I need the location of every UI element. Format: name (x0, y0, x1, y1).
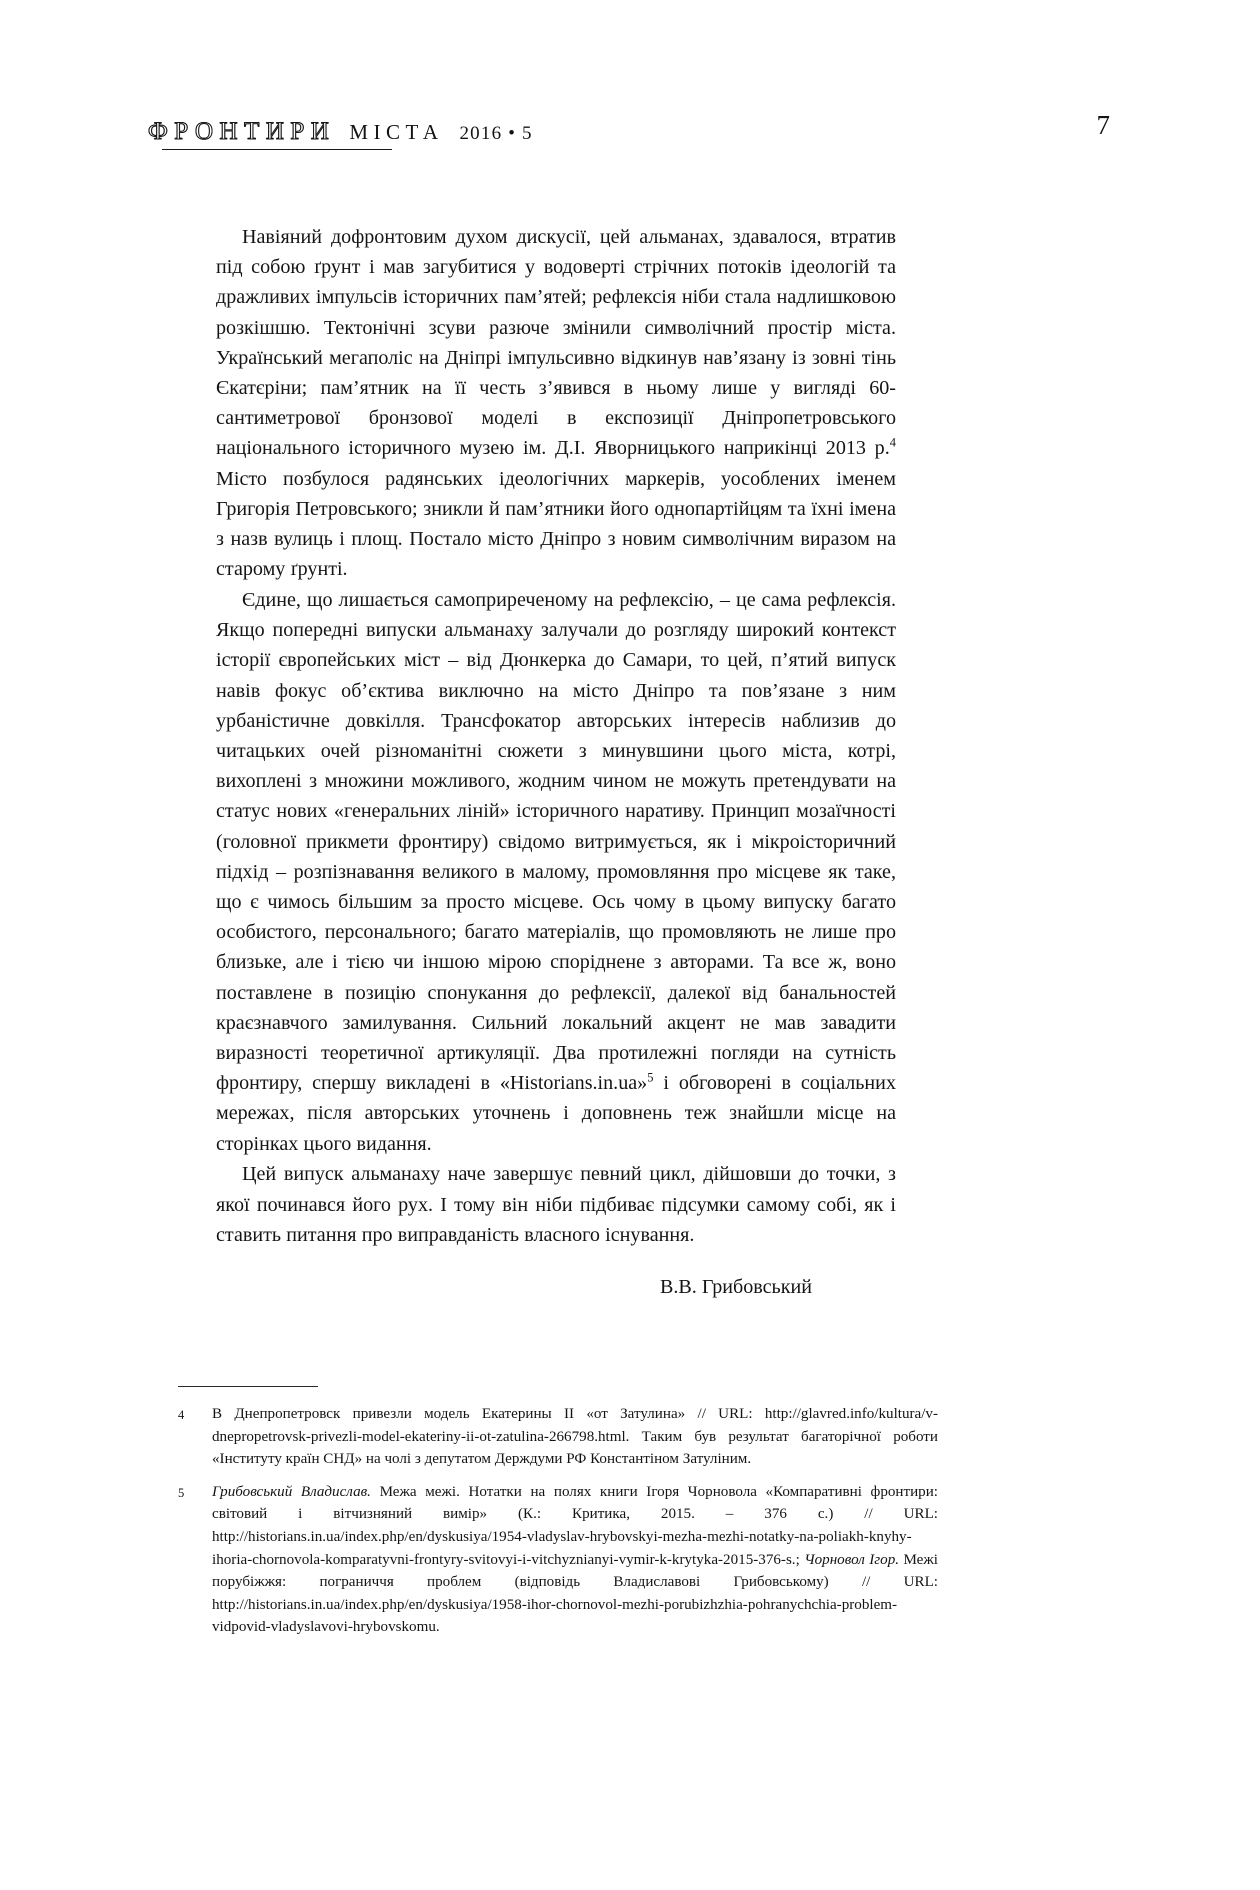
paragraph-2-text-a: Єдине, що лишається самоприреченому на рефлексію, – це сама рефлексія. Якщо попередні випуски альманаху залучали до розгляду широкий контекст історії європейських міст – від Дюнкерка до Самари, то цей, п’ятий випуск навів фокус об’єктива виключно на місто Дніпро та пов’язане з ним урбаністичне довкілля. Трансфокатор авторських інтересів наблизив до читацьких очей різноманітні сюжети з минувшини цього міста, котрі, вихоплені з множини можливого, жодним чином не можуть претендувати на статус нових «генеральних ліній» історичного наративу. Принцип мозаїчності (головної прикмети фронтиру) свідомо витримується, як і мікроісторичний підхід – розпізнавання великого в малому, промовляння про місцеве як таке, що є чимось більшим за просто місцеве. Ось чому в цьому випуску багато особистого, персонального; багато матеріалів, що промовляють не лише про близьке, але і тією чи іншою мірою споріднене з авторами. Та все ж, воно поставлене в позицію спонукання до рефлексії, далекої від банальностей краєзнавчого замилування. Сильний локальний акцент не мав завадити виразності теоретичної артикуляції. Два протилежні погляди на сутність фронтиру, спершу викладені в «Historians.in.ua» (216, 588, 896, 1095)
footnote-separator-rule (178, 1386, 318, 1387)
body-column (216, 222, 896, 1302)
footnotes-section (178, 1386, 938, 1649)
author-signature: В.В. Грибовський (659, 1275, 812, 1298)
footnote-5-marker: 5 (178, 1485, 185, 1500)
running-head (148, 118, 1112, 152)
footnote-reference-4[interactable]: 4 (889, 435, 896, 450)
page-number: 7 (1096, 110, 1110, 140)
section-title: МІСТА (349, 120, 444, 144)
running-head-left (148, 118, 337, 146)
journal-title: ФРОНТИРИ (148, 118, 336, 145)
footnote-4-marker: 4 (178, 1408, 185, 1422)
issue-label: 2016 • 5 (459, 123, 533, 144)
footnote-5-body-2: Межі порубіжжя: пограниччя проблем (відповідь Владиславові Грибовському) // URL: http://historians.in.ua/index.php/en/dyskusiya/1958-ihor-chornovol-mezhi-porubizhzhia-pohranychchia-problem-vidpovid-vladyslavovi-hrybovskomu. (212, 1551, 938, 1636)
footnote-4-text: В Днепропетровск привезли модель Екатерины II «от Затулина» // URL: http://glavred.info/kultura/v-dnepropetrovsk-privezli-model-ekateriny-ii-ot-zatulina-266798.html. Таким був результат багаторічної роботи «Інституту країн СНД» на чолі з депутатом Держдуми РФ Константіном Затуліним. (212, 1406, 938, 1468)
footnote-5-author-2: Чорновол Ігор. (804, 1551, 900, 1568)
paragraph-3 (216, 1159, 896, 1250)
footnote-5-body-1: Межа межі. Нотатки на полях книги Ігоря Чорновола «Компаративні фронтири: світовий і вітчизняний вимір» (К.: Критика, 2015. – 376 с.) // URL: http://historians.in.ua/index.php/en/dyskusiya/1954-vladyslav-hrybovskyi-mezha-mezhi-notatky-na-poliakh-knyhy-ihoria-chornovola-komparatyvni-frontyry-svitovyi-i-vitchyznianyi-vymir-k-krytyka-2015-376-s.; (212, 1483, 938, 1568)
paragraph-2 (216, 585, 896, 1159)
paragraph-1-text-b: Місто позбулося радянських ідеологічних маркерів, уособлених іменем Григорія Петровського; зникли й пам’ятники його однопартійцям та їхні імена з назв вулиць і площ. Постало місто Дніпро з новим символічним виразом на старому ґрунті. (216, 467, 896, 581)
running-head-rule (162, 149, 392, 150)
paragraph-1 (216, 222, 896, 584)
paragraph-2-text-b: і обговорені в соціальних мережах, після авторських уточнень і доповнень теж знайшли місце на сторінках цього видання. (216, 1072, 896, 1155)
footnote-reference-5[interactable]: 5 (647, 1070, 654, 1085)
paragraph-1-text-a: Навіяний дофронтовим духом дискусії, цей альманах, здавалося, втратив під собою ґрунт і мав загубитися у водоверті стрічних потоків ідеологій та дражливих імпульсів історичних пам’ятей; рефлексія ніби стала надлишковою розкішшю. Тектонічні зсуви разюче змінили символічний простір міста. Український мегаполіс на Дніпрі імпульсивно відкинув нав’язану із зовні тінь Єкатєріни; пам’ятник на її честь з’явився в ньому лише у вигляді 60-сантиметрової бронзової моделі в експозиції Дніпропетровського національного історичного музею ім. Д.І. Яворницького наприкінці 2013 р. (216, 226, 896, 460)
footnote-5 (178, 1481, 938, 1639)
paragraph-3-text: Цей випуск альманаху наче завершує певний цикл, дійшовши до точки, з якої починався його рух. І тому він ніби підбиває підсумки самому собі, як і ставить питання про виправданість власного існування. (216, 1163, 896, 1246)
footnote-5-text (212, 1481, 938, 1639)
footnote-4 (178, 1403, 938, 1471)
footnote-5-author-1: Грибовський Владислав. (212, 1483, 371, 1500)
